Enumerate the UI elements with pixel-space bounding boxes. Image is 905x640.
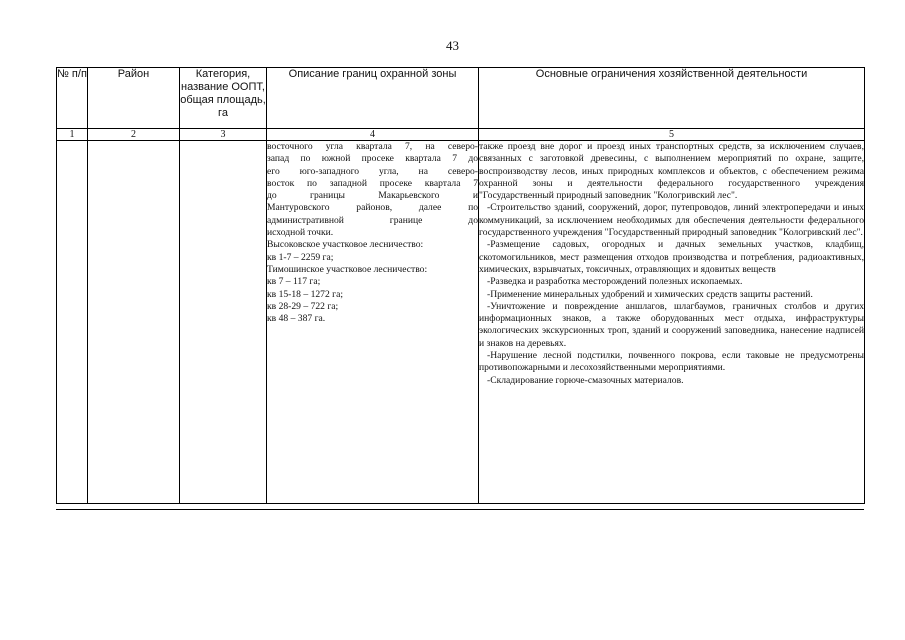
forestry-line: Высоковское участковое лесничество: (267, 239, 424, 251)
cell-category (180, 141, 267, 504)
cell-district (88, 141, 180, 504)
header-category: Категория, название ООПТ, общая площадь, га (180, 68, 267, 129)
boundary-line: его юго-западного угла, на северо- (267, 165, 478, 177)
header-boundary-description: Описание границ охранной зоны (267, 68, 479, 129)
restriction-paragraph: -Разведка и разработка месторождений полезных ископаемых. (487, 276, 743, 288)
forestry-line: Тимошинское участковое лесничество: (267, 263, 428, 275)
boundary-line: до границы Макарьевского и (267, 190, 478, 202)
boundary-line: административной границе до (267, 214, 478, 226)
forestry-line: кв 28-29 – 722 га; (267, 300, 339, 312)
cell-boundary-description (267, 141, 479, 504)
column-number: 2 (88, 129, 180, 141)
restriction-paragraph: -Применение минеральных удобрений и химических средств защиты растений. (487, 288, 813, 300)
restriction-paragraph: -Строительство зданий, сооружений, дорог, путепроводов, линий электропередачи и иных коммуникаций, за исключением необходимых для обеспечения деятельности федерального государственного учреждения "Государственный природный заповедник "Кологривский лес". (479, 202, 864, 239)
forestry-line: кв 1-7 – 2259 га; (267, 251, 334, 263)
restriction-paragraph: также проезд вне дорог и проезд иных транспортных средств, за исключением случаев, связанных с заготовкой древесины, с выполнением мероприятий по охране, защите, воспроизводству лесов, иных природных комплексов и объектов, с обеспечением режима охранной зоны и деятельности федерального государственного учреждения "Государственный природный заповедник "Кологривский лес". (479, 141, 864, 202)
header-row (57, 68, 865, 129)
header-restrictions: Основные ограничения хозяйственной деятельности (479, 68, 865, 129)
cell-number (57, 141, 88, 504)
page-number: 43 (446, 38, 459, 53)
forestry-line: кв 15-18 – 1272 га; (267, 288, 344, 300)
forestry-line: кв 48 – 387 га. (267, 313, 326, 325)
table-row (57, 141, 865, 504)
boundary-line: запад по южной просеке квартала 7 до (267, 153, 478, 165)
restriction-paragraph: -Размещение садовых, огородных и дачных земельных участков, кладбищ, скотомогильников, мест размещения отходов производства и потребления, радиоактивных, химических, взрывчатых, токсичных, отравляющих и ядовитых веществ (479, 239, 864, 275)
restriction-paragraph: -Уничтожение и повреждение аншлагов, шлагбаумов, граничных столбов и других информационных знаков, а также оборудованных мест отдыха, инфраструктуры экологических экскурсионных троп, зданий и сооружений заповедника, нанесение надписей и знаков на деревьях. (479, 300, 864, 349)
column-number: 1 (57, 129, 88, 141)
column-number: 4 (267, 129, 479, 141)
table-bottom-rule (56, 509, 864, 510)
restrictions-table (56, 67, 865, 504)
column-number: 3 (180, 129, 267, 141)
header-number: № п/п (57, 68, 88, 129)
header-district: Район (88, 68, 180, 129)
boundary-line: исходной точки. (267, 227, 334, 239)
column-number: 5 (479, 129, 865, 141)
cell-restrictions (479, 141, 865, 504)
forestry-line: кв 7 – 117 га; (267, 276, 321, 288)
column-number-row (57, 129, 865, 141)
restriction-paragraph: -Нарушение лесной подстилки, почвенного покрова, если таковые не предусмотрены противопожарными и лесохозяйственными мероприятиями. (479, 350, 864, 374)
boundary-line: восточного угла квартала 7, на северо- (267, 141, 478, 152)
restriction-paragraph: -Складирование горюче-смазочных материалов. (487, 374, 684, 386)
boundary-line: Мантуровского районов, далее по (267, 202, 478, 214)
boundary-line: восток по западной просеке квартала 7 (267, 177, 478, 189)
